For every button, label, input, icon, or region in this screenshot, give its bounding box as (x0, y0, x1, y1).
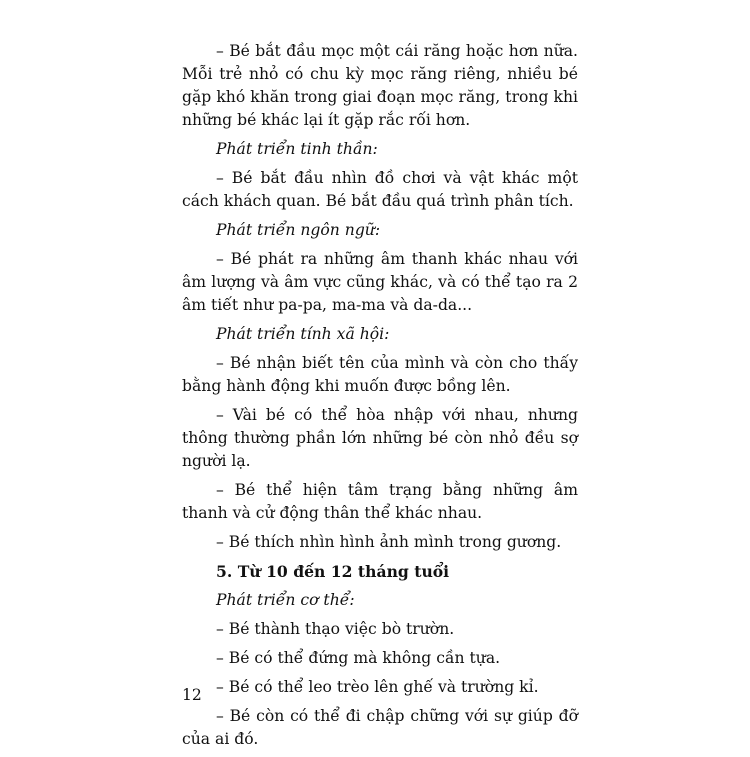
page-number: 12 (182, 686, 202, 704)
page-body (182, 40, 578, 757)
mental-development-paragraph: – Bé bắt đầu nhìn đồ chơi và vật khác một cách khách quan. Bé bắt đầu quá trình phân tích. (182, 169, 578, 210)
social-paragraph-mirror: – Bé thích nhìn hình ảnh mình trong gương. (216, 533, 562, 551)
teething-paragraph: – Bé bắt đầu mọc một cái răng hoặc hơn nữa. Mỗi trẻ nhỏ có chu kỳ mọc răng riêng, nhiều bé gặp khó khăn trong giai đoạn mọc răng, trong khi những bé khác lại ít gặp rắc rối hơn. (182, 42, 578, 129)
social-paragraph-name: – Bé nhận biết tên của mình và còn cho thấy bằng hành động khi muốn được bồng lên. (182, 354, 578, 395)
social-paragraph-strangers: – Vài bé có thể hòa nhập với nhau, nhưng thông thường phần lớn những bé còn nhỏ đều sợ người lạ. (182, 406, 578, 470)
physical-paragraph-crawl: – Bé thành thạo việc bò trườn. (216, 620, 455, 638)
social-paragraph-mood: – Bé thể hiện tâm trạng bằng những âm thanh và cử động thân thể khác nhau. (182, 481, 578, 522)
language-development-heading: Phát triển ngôn ngữ: (216, 221, 381, 239)
physical-development-heading: Phát triển cơ thể: (216, 591, 355, 609)
physical-paragraph-walk: – Bé còn có thể đi chập chững với sự giúp đỡ của ai đó. (182, 707, 578, 748)
physical-paragraph-climb: – Bé có thể leo trèo lên ghế và trường kỉ. (216, 678, 539, 696)
section-5-title: 5. Từ 10 đến 12 tháng tuổi (216, 562, 450, 581)
physical-paragraph-stand: – Bé có thể đứng mà không cần tựa. (216, 649, 501, 667)
mental-development-heading: Phát triển tinh thần: (216, 140, 378, 158)
language-development-paragraph: – Bé phát ra những âm thanh khác nhau với âm lượng và âm vực cũng khác, và có thể tạo ra 2 âm tiết như pa-pa, ma-ma và da-da... (182, 250, 578, 314)
social-development-heading: Phát triển tính xã hội: (216, 325, 390, 343)
